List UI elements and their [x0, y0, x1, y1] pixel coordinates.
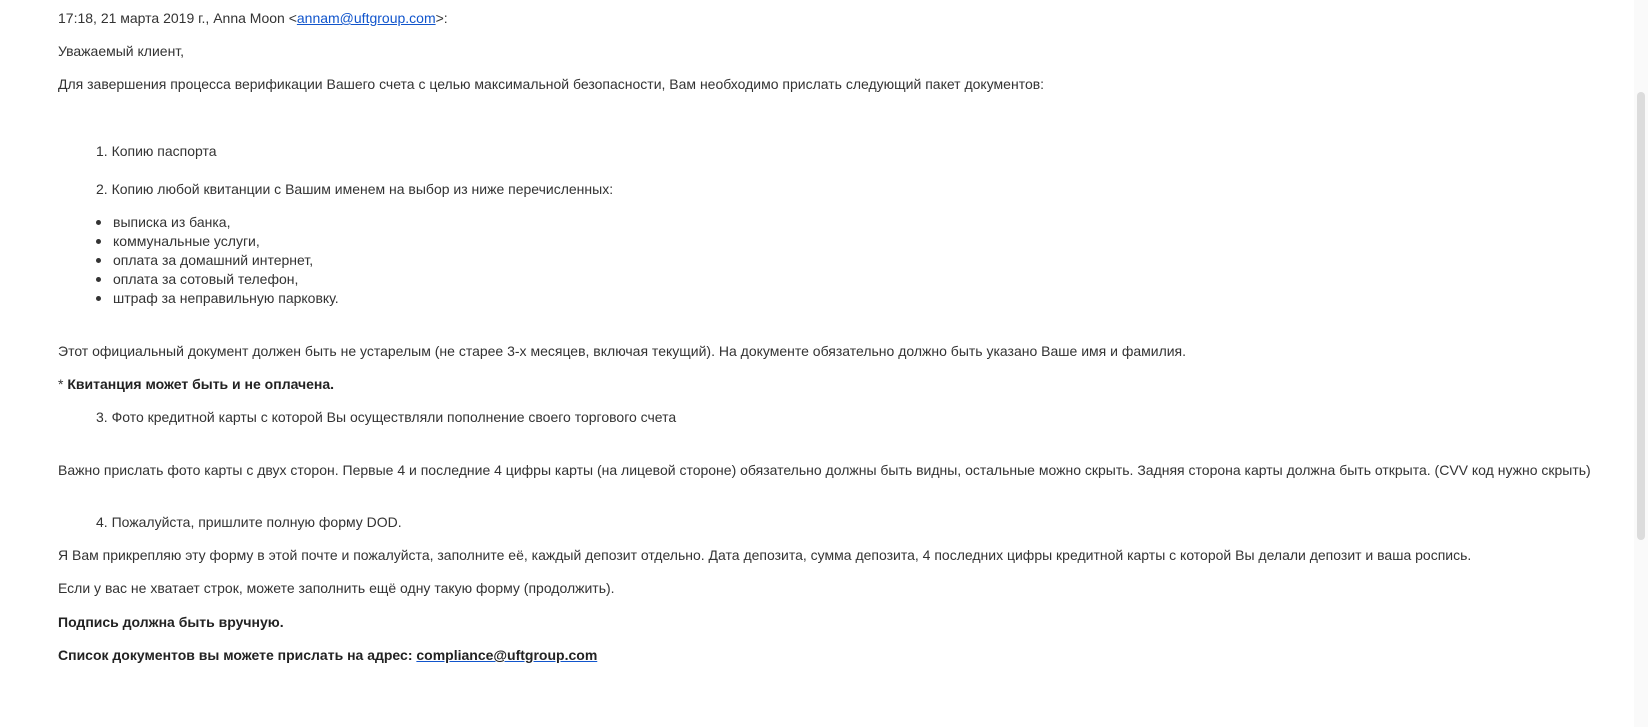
bullet-item: штраф за неправильную парковку. [96, 288, 322, 308]
list-item-receipt: 2. Копию любой квитанции с Вашим именем на выбор из ниже перечисленных: [96, 181, 614, 197]
bullet-dot-icon [96, 239, 101, 244]
list-item-passport: 1. Копию паспорта [96, 143, 217, 159]
receipt-note-bold: Квитанция может быть и не оплачена. [67, 376, 335, 392]
bullet-item: оплата за домашний интернет, [96, 250, 296, 270]
list-item-card-photo: 3. Фото кредитной карты с которой Вы осуществляли пополнение своего торгового счета [96, 409, 677, 425]
send-address-label: Список документов вы можете прислать на адрес: [58, 647, 417, 663]
bullet-item: оплата за сотовый телефон, [96, 269, 281, 289]
list-item-dod-form: 4. Пожалуйста, пришлите полную форму DOD. [96, 514, 402, 530]
receipt-note: * Квитанция может быть и не оплачена. [58, 376, 335, 392]
greeting: Уважаемый клиент, [58, 43, 185, 59]
send-address-line [58, 645, 597, 665]
card-photo-paragraph: Важно прислать фото карты с двух сторон. Первые 4 и последние 4 цифры карты (на лицевой стороне) обязательно должны быть видны, остальные можно скрыть. Задняя сторона карты должна быть открыта. (CVV код нужно скрыть) [58, 462, 1591, 478]
bullet-item: коммунальные услуги, [96, 231, 243, 251]
form-instructions-paragraph: Я Вам прикрепляю эту форму в этой почте и пожалуйста, заполните её, каждый депозит отдельно. Дата депозита, сумма депозита, 4 последних цифры кредитной карты с которой Вы делали депозит и ваша роспись. [58, 547, 1472, 563]
signature-note: Подпись должна быть вручную. [58, 614, 284, 630]
bullet-dot-icon [96, 296, 101, 301]
extra-lines-paragraph: Если у вас не хватает строк, можете заполнить ещё одну такую форму (продолжить). [58, 580, 615, 596]
vertical-scrollbar[interactable] [1634, 0, 1648, 727]
compliance-email-link[interactable]: compliance@uftgroup.com [416, 647, 598, 663]
sender-email-link[interactable]: annam@uftgroup.com [296, 10, 436, 26]
scrollbar-thumb[interactable] [1637, 92, 1645, 540]
bullet-item: выписка из банка, [96, 212, 213, 232]
header-date: 17:18, 21 марта 2019 г., Anna Moon < [58, 10, 297, 26]
header-suffix: >: [435, 10, 448, 26]
intro-paragraph: Для завершения процесса верификации Вашего счета с целью максимальной безопасности, Вам необходимо прислать следующий пакет документов: [58, 76, 1045, 92]
official-document-paragraph: Этот официальный документ должен быть не устарелым (не старее 3-х месяцев, включая текущий). На документе обязательно должно быть указано Ваше имя и фамилия. [58, 343, 1187, 359]
bullet-dot-icon [96, 277, 101, 282]
email-header [58, 8, 448, 28]
bullet-dot-icon [96, 220, 101, 225]
bullet-dot-icon [96, 258, 101, 263]
